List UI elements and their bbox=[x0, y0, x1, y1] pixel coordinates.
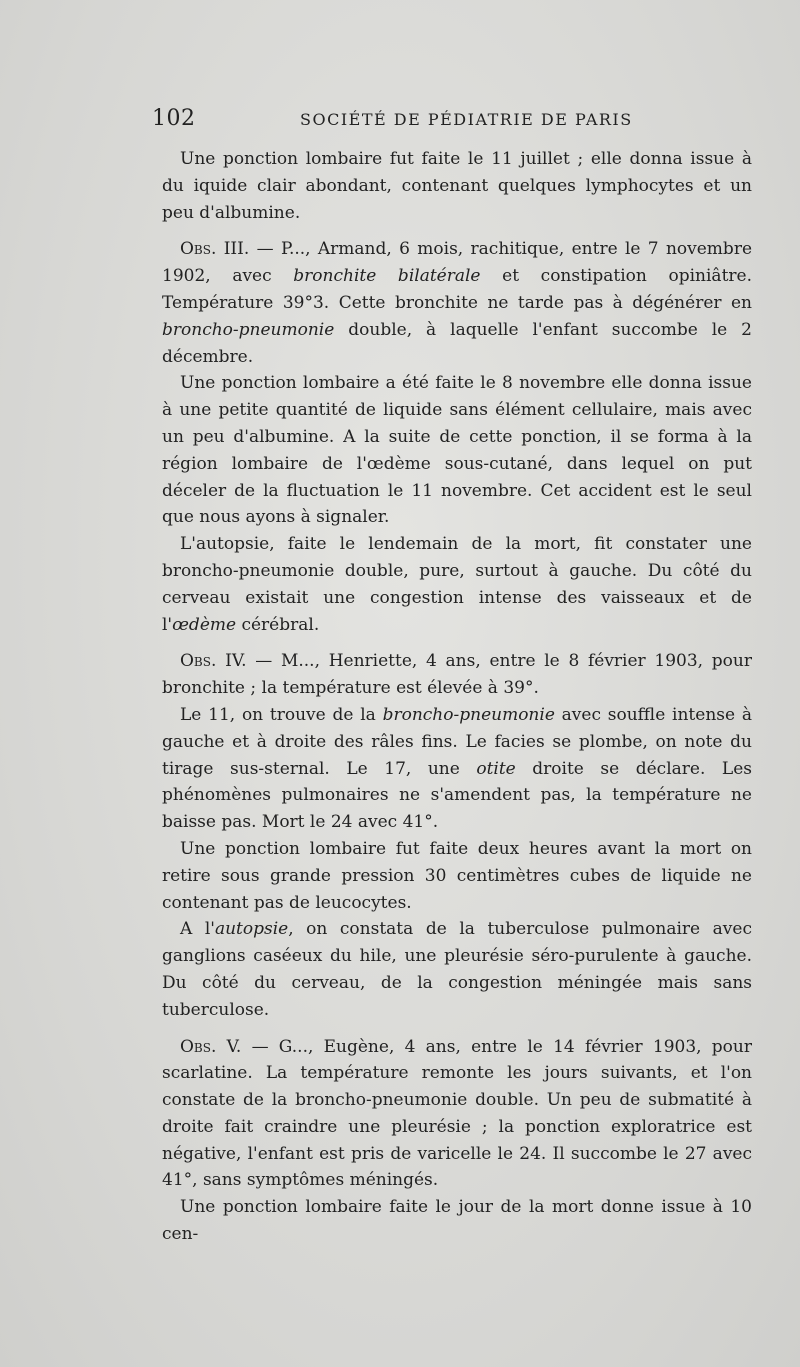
paragraph bbox=[162, 531, 752, 638]
observation-label: Obs. V. bbox=[180, 1036, 242, 1057]
page-number: 102 bbox=[152, 106, 196, 131]
observation-4 bbox=[162, 648, 752, 702]
text-run: — P..., Armand, 6 mois, rachitique, entre le 7 novembre 1902, avec bbox=[162, 239, 753, 287]
running-title: SOCIÉTÉ DE PÉDIATRIE DE PARIS bbox=[300, 110, 633, 129]
italic-term: bronchite bilatérale bbox=[293, 266, 481, 287]
text-run: , on constata de la tuberculose pulmonaire avec ganglions caséeux du hile, une pleurésie séro-purulente à gauche. Du côté du cerveau, de la congestion méningée mais sans tuberculose. bbox=[162, 919, 752, 1020]
italic-term: œdème bbox=[172, 614, 237, 635]
paragraph: Une ponction lombaire fut faite le 11 juillet ; elle donna issue à du iquide clair abondant, contenant quelques lymphocytes et un peu d'albumine. bbox=[162, 149, 752, 223]
italic-term: broncho-pneumonie bbox=[382, 704, 555, 725]
observation-label: Obs. IV. bbox=[180, 651, 247, 672]
text-run: droite se déclare. Les phénomènes pulmonaires ne s'amendent pas, la température ne baisse pas. Mort le 24 avec 41°. bbox=[162, 758, 752, 833]
paragraph: Une ponction lombaire a été faite le 8 novembre elle donna issue à une petite quantité de liquide sans élément cellulaire, mais avec un peu d'albumine. A la suite de cette ponction, il se forma à la région lombaire de l'œdème sous-cutané, dans lequel on put déceler de la fluctuation le 11 novembre. Cet accident est le seul que nous ayons à signaler. bbox=[162, 373, 752, 528]
text-run: double, à laquelle l'enfant succombe le 2 décembre. bbox=[162, 319, 752, 367]
text-run: avec souffle intense à gauche et à droite des râles fins. Le facies se plombe, on note du tirage sus-sternal. Le 17, une bbox=[162, 704, 752, 779]
text-run: Le 11, on trouve de la bbox=[180, 704, 383, 725]
observation-label: Obs. III. bbox=[180, 239, 250, 260]
body-text bbox=[162, 146, 752, 1248]
text-run: et constipation opiniâtre. Température 39°3. Cette bronchite ne tarde pas à dégénérer en bbox=[162, 266, 752, 313]
text-run: — M..., Henriette, 4 ans, entre le 8 février 1903, pour bronchite ; la température est élevée à 39°. bbox=[162, 651, 752, 699]
italic-term: autopsie bbox=[214, 919, 289, 940]
text-run: A l' bbox=[180, 919, 215, 940]
paragraph bbox=[162, 916, 752, 1023]
text-run: — G..., Eugène, 4 ans, entre le 14 février 1903, pour scarlatine. La température remonte les jours suivants, et l'on constate de la broncho-pneumonie double. Un peu de submatité à droite fait craindre une pleurésie ; la ponction exploratrice est négative, l'enfant est pris de varicelle le 24. Il succombe le 27 avec 41°, sans symptômes méningés. bbox=[162, 1036, 752, 1191]
paragraph bbox=[162, 702, 752, 836]
paragraph: Une ponction lombaire faite le jour de la mort donne issue à 10 cen- bbox=[162, 1197, 752, 1245]
text-run: L'autopsie, faite le lendemain de la mort, fit constater une broncho-pneumonie double, pure, surtout à gauche. Du côté du cerveau existait une congestion intense des vaisseaux et de l' bbox=[162, 534, 752, 635]
observation-3 bbox=[162, 236, 752, 370]
paragraph: Une ponction lombaire fut faite deux heures avant la mort on retire sous grande pression 30 centimètres cubes de liquide ne contenant pas de leucocytes. bbox=[162, 838, 752, 913]
italic-term: broncho-pneumonie bbox=[162, 319, 335, 340]
page-header bbox=[152, 106, 752, 136]
observation-5 bbox=[162, 1034, 752, 1195]
text-run: cérébral. bbox=[236, 614, 320, 635]
italic-term: otite bbox=[476, 758, 516, 779]
